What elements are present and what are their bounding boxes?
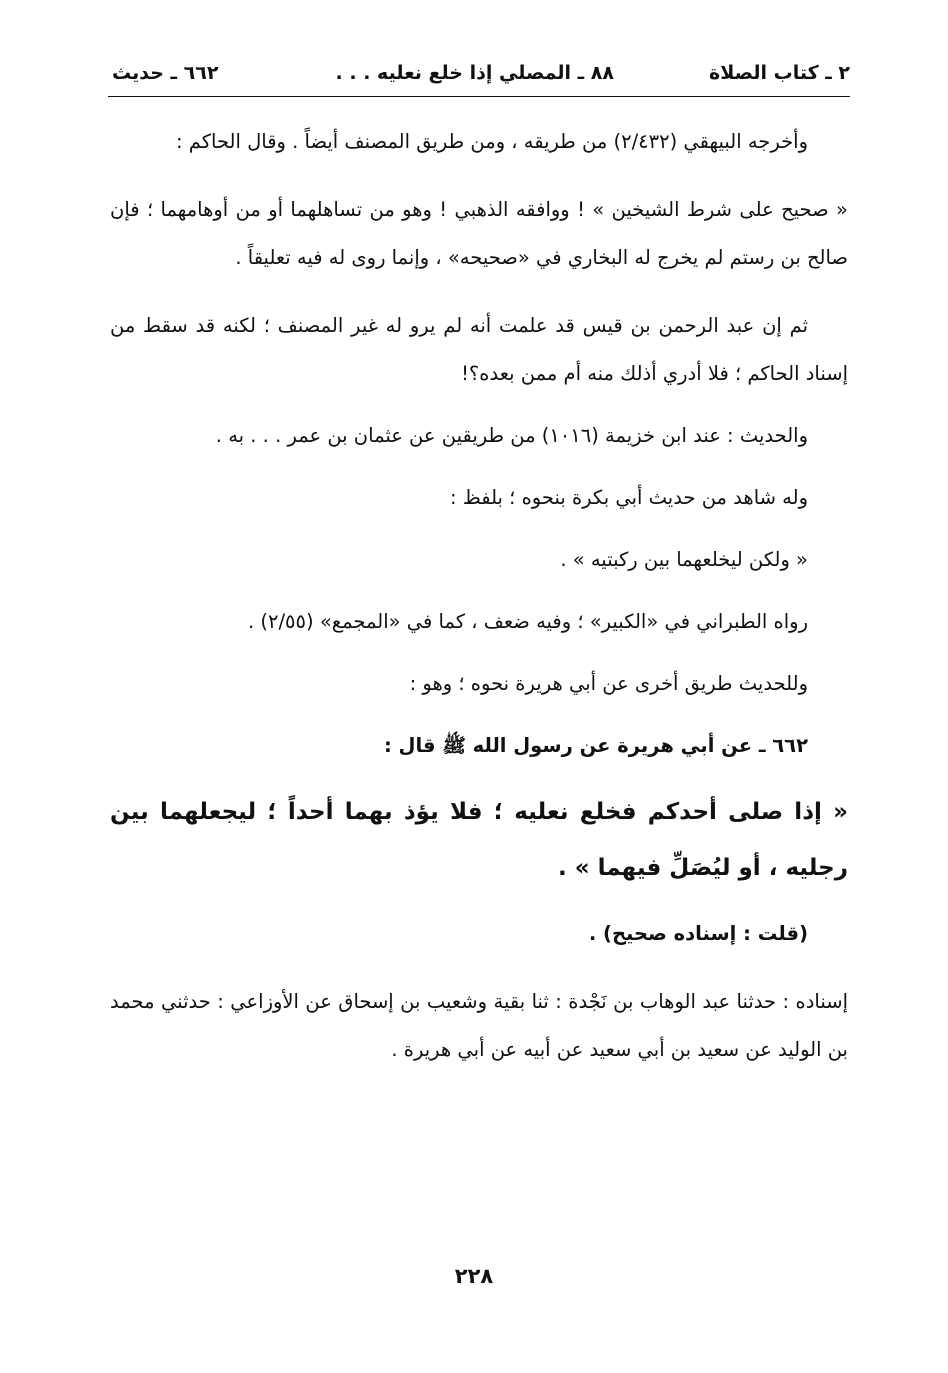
paragraph-isnad-note: ثم إن عبد الرحمن بن قيس قد علمت أنه لم يرو له غير المصنف ؛ لكنه قد سقط من إسناد الحاكم ؛ فلا أدري أذلك منه أم ممن بعده؟! bbox=[110, 314, 848, 385]
paragraph-shahid: وله شاهد من حديث أبي بكرة بنحوه ؛ بلفظ : bbox=[449, 486, 808, 509]
paragraph-isnad: إسناده : حدثنا عبد الوهاب بن نَجْدة : ثنا بقية وشعيب بن إسحاق عن الأوزاعي : حدثني محمد بن الوليد عن سعيد بن أبي سعيد عن أبيه عن أبي هريرة . bbox=[110, 990, 848, 1061]
paragraph-bayhaqi: وأخرجه البيهقي (٢/٤٣٢) من طريقه ، ومن طريق المصنف أيضاً . وقال الحاكم : bbox=[175, 130, 808, 153]
header-chapter-title: ٨٨ ـ المصلي إذا خلع نعليه . . . bbox=[335, 62, 614, 84]
header-book-title: ٢ ـ كتاب الصلاة bbox=[709, 62, 850, 84]
paragraph-quote-rukbatayh: « ولكن ليخلعهما بين ركبتيه » . bbox=[560, 548, 808, 571]
hadith-heading: ٦٦٢ ـ عن أبي هريرة عن رسول الله ﷺ قال : bbox=[383, 734, 808, 757]
hadith-text: « إذا صلى أحدكم فخلع نعليه ؛ فلا يؤذ بهما أحداً ؛ ليجعلهما بين رجليه ، أو ليُصَلِّ فيهما » . bbox=[110, 799, 848, 881]
page-number: ٢٢٨ bbox=[454, 1264, 494, 1288]
running-header bbox=[108, 58, 850, 97]
grading-note: (قلت : إسناده صحيح) . bbox=[588, 922, 808, 945]
paragraph-hakim-quote: « صحيح على شرط الشيخين » ! ووافقه الذهبي ! وهو من تساهلهما أو من أوهامهما ؛ فإن صالح بن رستم لم يخرج له البخاري في «صحيحه» ، وإنما روى له فيه تعليقاً . bbox=[110, 198, 848, 269]
header-hadith-number: ٦٦٢ ـ حديث bbox=[112, 62, 219, 84]
page-body bbox=[110, 118, 848, 1074]
paragraph-ibn-khuzaima: والحديث : عند ابن خزيمة (١٠١٦) من طريقين عن عثمان بن عمر . . . به . bbox=[215, 424, 808, 447]
paragraph-other-route: وللحديث طريق أخرى عن أبي هريرة نحوه ؛ وهو : bbox=[409, 672, 808, 695]
paragraph-tabarani: رواه الطبراني في «الكبير» ؛ وفيه ضعف ، كما في «المجمع» (٢/٥٥) . bbox=[248, 610, 808, 633]
